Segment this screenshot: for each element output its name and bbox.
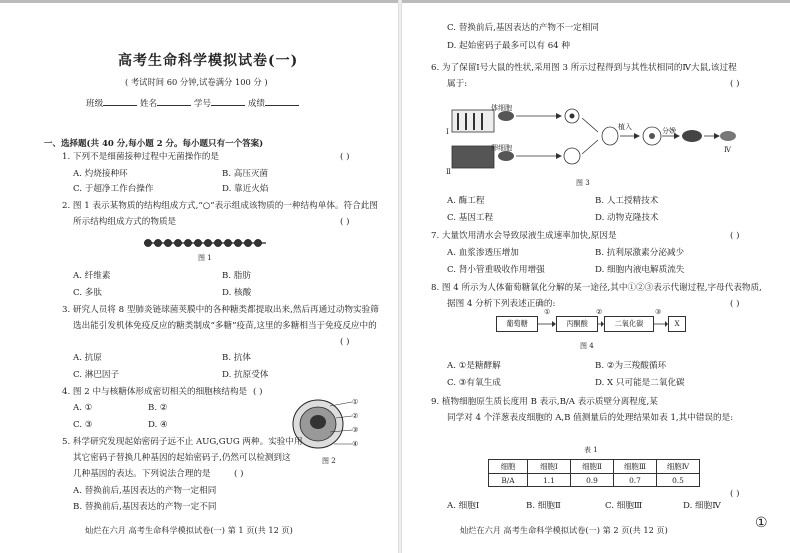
flow-step-1: ① [544, 308, 551, 316]
section-heading: 一、选择题(共 40 分,每小题 2 分。每小题只有一个答案) [44, 139, 264, 149]
figure2-label-1: ① [352, 398, 359, 406]
table-header-cell: 细胞Ⅰ [528, 460, 571, 474]
q4-paren: ( ) [253, 387, 263, 397]
q6-stem-line1: 6. 为了保留Ⅰ号大鼠的性状,采用图 3 所示过程得到与其性状相同的Ⅳ大鼠,该过程 [431, 63, 737, 73]
q1-stem: 1. 下列不是细菌接种过程中无菌操作的是 [62, 152, 220, 162]
q8-option-a[interactable]: A. ①是糖酵解 [447, 361, 501, 371]
table-header-cell: 细胞Ⅳ [657, 460, 700, 474]
left-footer: 灿烂在六月 高考生命科学模拟试卷(一) 第 1 页(共 12 页) [85, 525, 293, 535]
table1-header-row [489, 460, 700, 474]
exam-title: 高考生命科学模拟试卷(一) [118, 53, 299, 69]
q4-option-d[interactable]: D. ④ [148, 420, 168, 430]
q1-option-c[interactable]: C. 于超净工作台操作 [73, 184, 154, 194]
figure4-caption: 图 4 [580, 342, 594, 350]
q3-stem-line2: 选出能引发机体免疫反应的糖类制成“多糖”疫苗,这里的多糖相当于免疫反应中的 [73, 321, 377, 331]
q5-option-c[interactable]: C. 替换前后,基因表达的产物不一定相同 [447, 23, 599, 33]
figure2-label-2: ② [352, 412, 359, 420]
q4-option-b[interactable]: B. ② [148, 403, 168, 413]
score-blank[interactable] [265, 96, 299, 106]
page-mark: ① [755, 515, 768, 531]
q2-option-a[interactable]: A. 纤维素 [73, 271, 111, 281]
q2-option-b[interactable]: B. 脂肪 [222, 271, 251, 281]
fig3-egg-cell-label: 卵细胞 [491, 144, 512, 152]
q6-option-b[interactable]: B. 人工授精技术 [595, 196, 659, 206]
q5-stem-line2: 其它密码子替换几种基因的起始密码子,仍然可以检测到这 [73, 453, 291, 463]
q1-option-a[interactable]: A. 灼烧接种环 [73, 169, 128, 179]
q5-option-d[interactable]: D. 起始密码子最多可以有 64 种 [447, 41, 570, 51]
right-footer: 灿烂在六月 高考生命科学模拟试卷(一) 第 2 页(共 12 页) [460, 525, 668, 535]
q9-stem-line1: 9. 植物细胞原生质长度用 B 表示,B/A 表示质壁分离程度,某 [431, 397, 658, 407]
q9-option-d[interactable]: D. 细胞Ⅳ [683, 501, 721, 511]
table-header-cell: 细胞Ⅲ [614, 460, 657, 474]
q5-stem-line1: 5. 科学研究发现起始密码子远不止 AUG,GUG 两种。实验中用 [62, 437, 303, 447]
q8-stem-line1: 8. 图 4 所示为人体葡萄糖氧化分解的某一途径,其中①②③表示代谢过程,字母代表物质, [431, 283, 762, 293]
q6-option-c[interactable]: C. 基因工程 [447, 213, 494, 223]
table-cell: 1.1 [528, 474, 571, 487]
figure2-label-3: ③ [352, 426, 359, 434]
fig3-implant-label: 植入 [618, 123, 632, 131]
table-cell: 0.7 [614, 474, 657, 487]
class-blank[interactable] [103, 96, 137, 106]
fig3-rat-ii-label: Ⅱ [446, 168, 451, 176]
figure2-caption: 图 2 [322, 457, 336, 465]
figure1-caption: 图 1 [198, 254, 212, 262]
figure2-label-4: ④ [352, 440, 359, 448]
field-score: 成绩 [247, 99, 266, 109]
q4-stem: 4. 图 2 中与核糖体形成密切相关的细胞核结构是 [62, 387, 248, 397]
table-row [489, 474, 700, 487]
q8-option-c[interactable]: C. ③有氧生成 [447, 378, 501, 388]
q8-option-d[interactable]: D. X 只可能是二氧化碳 [595, 378, 685, 388]
q7-option-b[interactable]: B. 抗利尿激素分泌减少 [595, 248, 685, 258]
field-name: 姓名 [139, 99, 158, 109]
q8-option-b[interactable]: B. ②为三羧酸循环 [595, 361, 667, 371]
student-fields [86, 96, 299, 110]
q1-option-d[interactable]: D. 靠近火焰 [222, 184, 269, 194]
id-blank[interactable] [211, 96, 245, 106]
q1-paren: ( ) [340, 152, 350, 162]
q5-option-a[interactable]: A. 替换前后,基因表达的产物一定相同 [73, 486, 217, 496]
flow-step-3: ③ [655, 308, 662, 316]
exam-subtitle: ( 考试时间 60 分钟,试卷满分 100 分 ) [125, 77, 268, 87]
q4-option-c[interactable]: C. ③ [73, 420, 93, 430]
q7-option-d[interactable]: D. 细胞内液电解质流失 [595, 265, 685, 275]
flow-glucose-box: 葡萄糖 [496, 316, 538, 332]
q6-option-a[interactable]: A. 酶工程 [447, 196, 485, 206]
field-class: 班级 [86, 99, 104, 109]
q6-stem-line2: 属于: [447, 79, 468, 89]
field-id: 学号 [193, 99, 212, 109]
q2-stem-line1: 2. 图 1 表示某物质的结构组成方式,“○”表示组成该物质的一种结构单体。符合此图 [62, 201, 378, 211]
q3-paren: ( ) [340, 337, 350, 347]
q3-option-a[interactable]: A. 抗原 [73, 353, 102, 363]
figure3-caption: 图 3 [576, 179, 590, 187]
q9-option-c[interactable]: C. 细胞Ⅲ [605, 501, 643, 511]
table-cell: 0.5 [657, 474, 700, 487]
q7-option-a[interactable]: A. 血浆渗透压增加 [447, 248, 519, 258]
q1-option-b[interactable]: B. 高压灭菌 [222, 169, 269, 179]
flow-pyruvate-box: 丙酮酸 [556, 316, 598, 332]
flow-x-box: X [668, 316, 686, 332]
q7-paren: ( ) [730, 231, 740, 241]
figure1-bead-chain [140, 234, 270, 252]
name-blank[interactable] [157, 96, 191, 106]
q9-option-b[interactable]: B. 细胞Ⅱ [526, 501, 561, 511]
fig3-body-cell-label: 体细胞 [491, 104, 512, 112]
q7-option-c[interactable]: C. 肾小管重吸收作用增强 [447, 265, 545, 275]
flow-step-2: ② [596, 308, 603, 316]
table-header-cell: 细胞Ⅱ [571, 460, 614, 474]
q2-option-d[interactable]: D. 核酸 [222, 288, 252, 298]
table1-caption: 表 1 [584, 446, 598, 454]
q9-stem-line2: 同学对 4 个洋葱表皮细胞的 A,B 值测量后的处理结果如表 1,其中错误的是: [447, 413, 734, 423]
fig3-rat-i-label: Ⅰ [446, 128, 449, 136]
q3-option-b[interactable]: B. 抗体 [222, 353, 251, 363]
q3-option-c[interactable]: C. 淋巴因子 [73, 370, 120, 380]
q3-option-d[interactable]: D. 抗原受体 [222, 370, 269, 380]
table1 [488, 459, 700, 487]
fig3-rat-iv-label: Ⅳ [724, 146, 731, 154]
table-header-cell: 细胞 [489, 460, 528, 474]
table-cell: B/A [489, 474, 528, 487]
q5-stem-line3: 几种基因的表达。下列说法合理的是 [73, 469, 211, 479]
q2-option-c[interactable]: C. 多肽 [73, 288, 102, 298]
q8-stem-line2: 据图 4 分析下列表述正确的: [447, 299, 556, 309]
q6-option-d[interactable]: D. 动物克隆技术 [595, 213, 659, 223]
q7-stem: 7. 大量饮用清水会导致尿液生成速率加快,原因是 [431, 231, 617, 241]
q8-paren: ( ) [730, 299, 740, 309]
q9-paren: ( ) [730, 489, 740, 499]
q4-option-a[interactable]: A. ① [73, 403, 93, 413]
q3-stem-line1: 3. 研究人员将 8 型肺炎链球菌荚膜中的各种糖类都提取出来,然后再通过动物实验筛 [62, 305, 379, 315]
table-cell: 0.9 [571, 474, 614, 487]
q5-option-b[interactable]: B. 替换前后,基因表达的产物一定不同 [73, 502, 217, 512]
q9-option-a[interactable]: A. 细胞Ⅰ [447, 501, 480, 511]
q2-stem-line2: 所示结构组成方式的物质是 [73, 217, 177, 227]
q2-paren: ( ) [340, 217, 350, 227]
fig3-birth-label: 分娩 [662, 127, 676, 135]
right-page [400, 0, 790, 553]
flow-arrows [537, 316, 687, 332]
flow-co2-box: 二氧化碳 [604, 316, 654, 332]
q6-paren: ( ) [730, 79, 740, 89]
q5-paren: ( ) [234, 469, 244, 479]
